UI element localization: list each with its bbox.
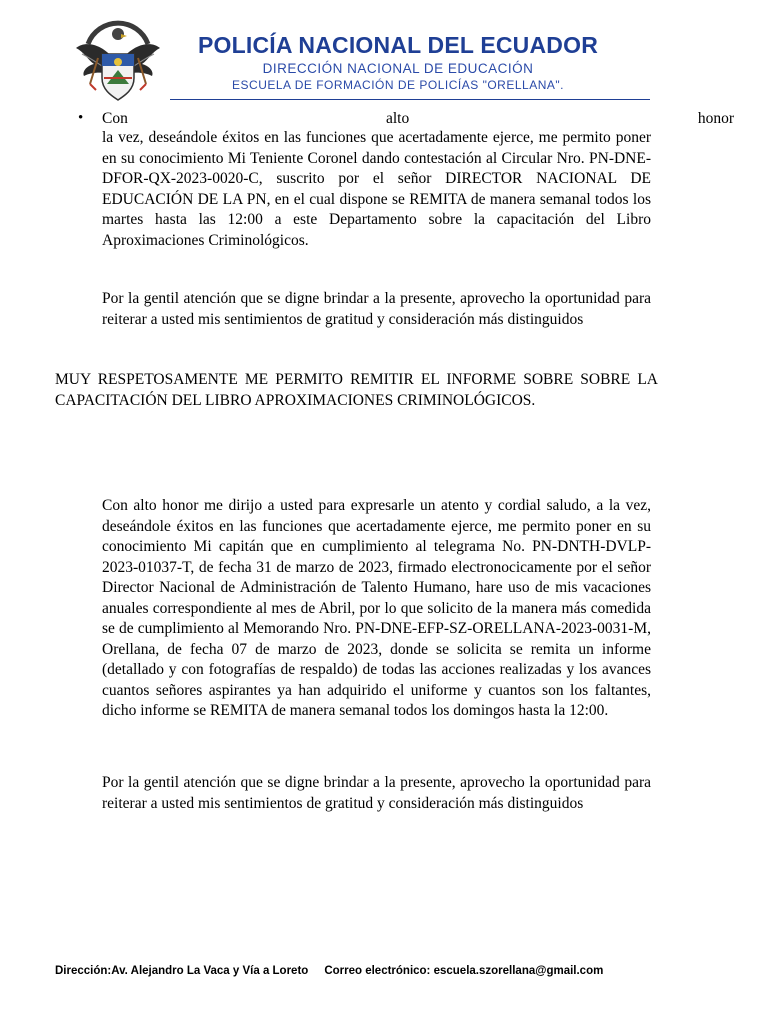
bullet-word-3: honor (697, 110, 734, 127)
school-subtitle: ESCUELA DE FORMACIÓN DE POLICÍAS "ORELLANA". (232, 78, 564, 92)
paragraph-closing-1: Por la gentil atención que se digne brindar a la presente, aprovecho la oportunidad para reiterar a usted mis sentimientos de gratitud y consideración más distinguidos (102, 290, 651, 328)
email-value: escuela.szorellana@gmail.com (433, 965, 604, 977)
address-label: Dirección: (55, 965, 112, 977)
bullet-icon: • (78, 110, 84, 126)
paragraph-closing-2: Por la gentil atención que se digne brindar a la presente, aprovecho la oportunidad para reiterar a usted mis sentimientos de gratitud y consideración más distinguidos (102, 774, 651, 812)
letterhead (70, 10, 690, 110)
directorate-subtitle: DIRECCIÓN NACIONAL DE EDUCACIÓN (262, 61, 534, 76)
address-value: Av. Alejandro La Vaca y Vía a Loreto (111, 965, 309, 977)
police-seal-logo (74, 14, 162, 108)
bullet-word-1: Con (102, 110, 128, 127)
paragraph-telegrama: Con alto honor me dirijo a usted para expresarle un atento y cordial saludo, a la vez, deseándole éxitos en las funciones que acertadamente ejerce, me permito poner en su conocimiento Mi capitán que en cumplimiento al telegrama No. PN-DNTH-DVLP-2023-01037-T, de fecha 31 de marzo de 2023, firmado electronocicamente por el señor Director Nacional de Administración de Talento Humano, hare uso de mis vacaciones anuales correspondiente al mes de Abril, por lo que solicito de la manera más comedida se de cumplimiento al Memorando Nro. PN-DNE-EFP-SZ-ORELLANA-2023-0031-M, Orellana, de fecha 07 de marzo de 2023, donde se solicita se remita un informe (detallado y con fotografías de respaldo) de todas las acciones realizadas y los avances cuantos señores aspirantes ya han adquirido el uniforme y cuantos son los faltantes, dicho informe se REMITA de manera semanal todos los domingos hasta la 12:00. (102, 497, 651, 719)
report-statement: MUY RESPETOSAMENTE ME PERMITO REMITIR EL INFORME SOBRE SOBRE LA CAPACITACIÓN DEL LIBRO APROXIMACIONES CRIMINOLÓGICOS. (55, 371, 658, 409)
institution-title: POLICÍA NACIONAL DEL ECUADOR (197, 32, 599, 58)
bullet-word-2: alto (386, 110, 410, 127)
header-divider (170, 99, 650, 100)
email-label: Correo electrónico: (324, 965, 431, 977)
bullet-line (78, 110, 734, 130)
footer (55, 965, 735, 977)
paragraph-circular: la vez, deseándole éxitos en las funciones que acertadamente ejerce, me permito poner en su conocimiento Mi Teniente Coronel dando contestación al Circular Nro. PN-DNE-DFOR-QX-2023-0020-C, suscrito por el señor DIRECTOR NACIONAL DE EDUCACIÓN DE LA PN, en el cual dispone se REMITA de manera semanal todos los martes hasta las 12:00 a este Departamento sobre la capacitación del Libro Aproximaciones Criminológicos. (102, 129, 651, 249)
